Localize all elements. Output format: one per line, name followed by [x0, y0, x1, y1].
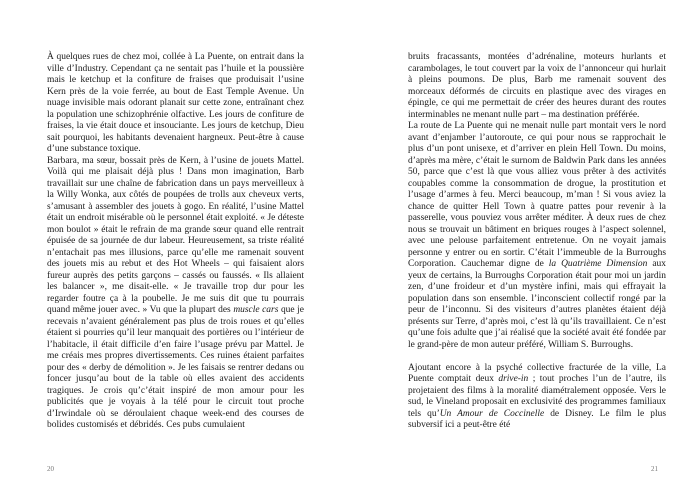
paragraph: [408, 52, 666, 121]
page-number: 21: [651, 465, 658, 473]
right-page-body: [408, 52, 666, 432]
text-run: Ajoutant encore à la psyché collective fracturée de la ville, La Puente comptait deux: [408, 362, 666, 384]
text-run: bruits fracassants, montées d’adrénaline, moteurs hurlants et carambolages, le tout couvert par la voix de l’annonceur qui hurlait à pleins poumons. De plus, Barb me ramenait souvent des morceaux déformés de circuits en plastique avec des virages en épingle, ce qui me permettait de créer des heures durant des routes interminables ne menant nulle part – ma destination préférée.: [408, 52, 666, 120]
text-run: Barbara, ma sœur, bossait près de Kern, à l’usine de jouets Mattel. Voilà qui me plaisait déjà plus ! Dans mon imagination, Barb travaillait sur une chaîne de fabrication dans un pays merveilleux à la Willy Wonka, aux côtés de poupées de trolls aux cheveux verts, s’amusant à assembler des jouets à gogo. En réalité, l’usine Mattel était un endroit misérable où le personnel était exploité. « Je déteste mon boulot » était le refrain de ma grande sœur quand elle rentrait épuisée de sa journée de dur labeur. Heureusement, sa triste réalité n’entachait pas mes illusions, parce qu’elle me ramenait souvent des jouets mis au rebut et des Hot Wheels – qui faisaient alors fureur auprès des petits garçons – cassés ou faussés. « Ils allaient les balancer », me disait-elle. « Je travaille trop dur pour les regarder foutre ça à la poubelle. Je me suis dit que tu pourrais quand même jouer avec. » Vu que la plupart des: [47, 155, 304, 315]
text-run: À quelques rues de chez moi, collée à La Puente, on entrait dans la ville d’Industry. Cependant ça ne sentait pas l’huile et la poussière mais le ketchup et la confiture de fraises que produisait l’usine Kern près de la voie ferrée, au bout de East Temple Avenue. Un nuage invisible mais odorant planait sur cette zone, entraînant chez la population une schizophrénie olfactive. Les jours de confiture de fraises, la vie était douce et insouciante. Les jours de ketchup, Dieu sait pourquoi, les habitants devenaient hargneux. Peut-être à cause d’une substance toxique.: [47, 52, 304, 154]
italic-text: Un Amour de Coccinelle: [439, 408, 545, 419]
page-number: 20: [47, 465, 54, 473]
paragraph: [47, 52, 304, 156]
italic-text: muscle cars: [233, 305, 279, 315]
text-run: ; tout proches l’un de l’autre, ils projetaient des films à la moralité diamétralement opposée. Vers le sud, le Vineland proposait en exclusivité des programmes familiaux tels qu’: [408, 374, 666, 419]
paragraph: [408, 363, 666, 432]
text-run: que je recevais n’avaient généralement pas plus de trois roues et qu’elles étaient si pourries qu’il leur manquait des portières ou l’intérieur de l’habitacle, il était difficile d’en faire l’usage prévu par Mattel. Je me créais mes propres divertissements. Ces ruines étaient parfaites pour des « derby de démolition ». Je les faisais se rentrer dedans ou foncer jusqu’au bout de la table où elles avaient des accidents tragiques. Je crois qu’c’était inspiré de mon amour pour les publicités que je voyais à la télé pour le circuit tout proche d’Irwindale où se déroulaient chaque week-end des courses de bolides customisés et débridés. Ces pubs cumulaient: [47, 305, 304, 430]
text-run: aux yeux de certains, la Burroughs Corporation était pour moi un jardin zen, d’une froideur et d’un mystère infini, mais qui effrayait la population dans son ensemble. l’inconscient collectif rongé par la peur de l’inconnu. Si des visiteurs d’autres planètes étaient déjà présents sur Terre, d’après moi, c’est là qu’ils travaillaient. Ce n’est qu’une fois adulte que j’ai réalisé que la société avait été fondée par le grand-père de mon auteur préféré, William S. Burroughs.: [408, 259, 666, 350]
italic-text: la Quatrième Dimension: [548, 259, 648, 269]
paragraph-gap: [408, 351, 666, 363]
paragraph: [47, 156, 304, 432]
left-page-body: [47, 52, 304, 432]
paragraph: [408, 121, 666, 351]
text-run: de Disney. Le film le plus subversif ici a peut-être été: [408, 408, 667, 430]
italic-text: drive-in: [498, 374, 529, 384]
text-run: La route de La Puente qui ne menait nulle part montait vers le nord avant d’enjamber l’autoroute, ce qui pour nous se rapprochait le plus d’un pont unisexe, et d’arriver en plein Hell Town. Du moins, d’après ma mère, c’était le surnom de Baldwin Park dans les années 50, parce que c’est là que vous alliez vous prêter à des activités coupables comme la consommation de drogue, la prostitution et l’usage d’armes à feu. Merci beaucoup, m’man ! Si vous aviez la chance de quitter Hell Town à quatre pattes pour revenir à la passerelle, vous pouviez vous arrêter méditer. À deux rues de chez nous se trouvait un bâtiment en briques rouges à l’aspect solennel, avec une pelouse parfaitement entretenue. On ne voyait jamais personne y entrer ou en sortir. C’était l’immeuble de la Burroughs Corporation. Cauchemar digne de: [408, 121, 666, 269]
right-page: [350, 0, 700, 490]
